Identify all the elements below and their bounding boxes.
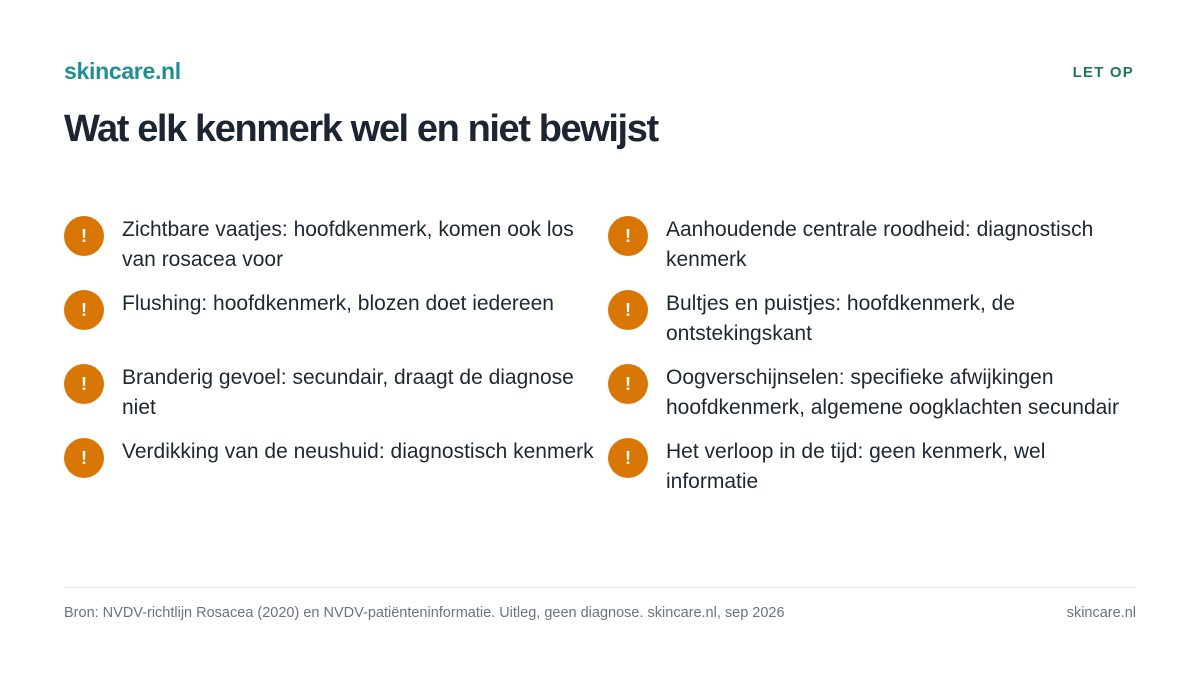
exclamation-icon: !: [64, 364, 104, 404]
list-item-text: Verdikking van de neushuid: diagnostisch kenmerk: [122, 440, 594, 463]
list-item: [64, 437, 608, 497]
exclamation-icon: !: [608, 364, 648, 404]
list-item: [64, 289, 608, 349]
exclamation-icon: !: [64, 216, 104, 256]
list-item: [608, 363, 1136, 423]
list-item-text: Aanhoudende centrale roodheid: diagnostisch kenmerk: [666, 218, 1094, 271]
warning-tag: LET OP: [1072, 64, 1134, 81]
list-item-text: Het verloop in de tijd: geen kenmerk, wel informatie: [666, 440, 1046, 493]
facts-list: [64, 215, 1136, 497]
exclamation-icon: !: [608, 290, 648, 330]
list-item: [608, 215, 1136, 275]
list-item-text: Bultjes en puistjes: hoofdkenmerk, de ontstekingskant: [666, 292, 1016, 345]
page-title: Wat elk kenmerk wel en niet bewijst: [64, 108, 658, 150]
list-item-text: Branderig gevoel: secundair, draagt de diagnose niet: [122, 366, 574, 419]
list-item: [608, 437, 1136, 497]
footer-brand: skincare.nl: [1066, 605, 1136, 621]
list-item: [64, 215, 608, 275]
list-item: [608, 289, 1136, 349]
exclamation-icon: !: [608, 438, 648, 478]
exclamation-icon: !: [64, 438, 104, 478]
exclamation-icon: !: [64, 290, 104, 330]
source-note: Bron: NVDV-richtlijn Rosacea (2020) en NVDV-patiënteninformatie. Uitleg, geen diagnose. skincare.nl, sep 2026: [64, 605, 785, 621]
list-item-text: Oogverschijnselen: specifieke afwijkingen hoofdkenmerk, algemene oogklachten secundair: [666, 366, 1119, 419]
exclamation-icon: !: [608, 216, 648, 256]
list-item-text: Flushing: hoofdkenmerk, blozen doet iedereen: [122, 292, 554, 315]
list-item: [64, 363, 608, 423]
footer-divider: [64, 587, 1136, 588]
list-item-text: Zichtbare vaatjes: hoofdkenmerk, komen ook los van rosacea voor: [122, 218, 574, 271]
brand-logo: skincare.nl: [64, 58, 181, 84]
